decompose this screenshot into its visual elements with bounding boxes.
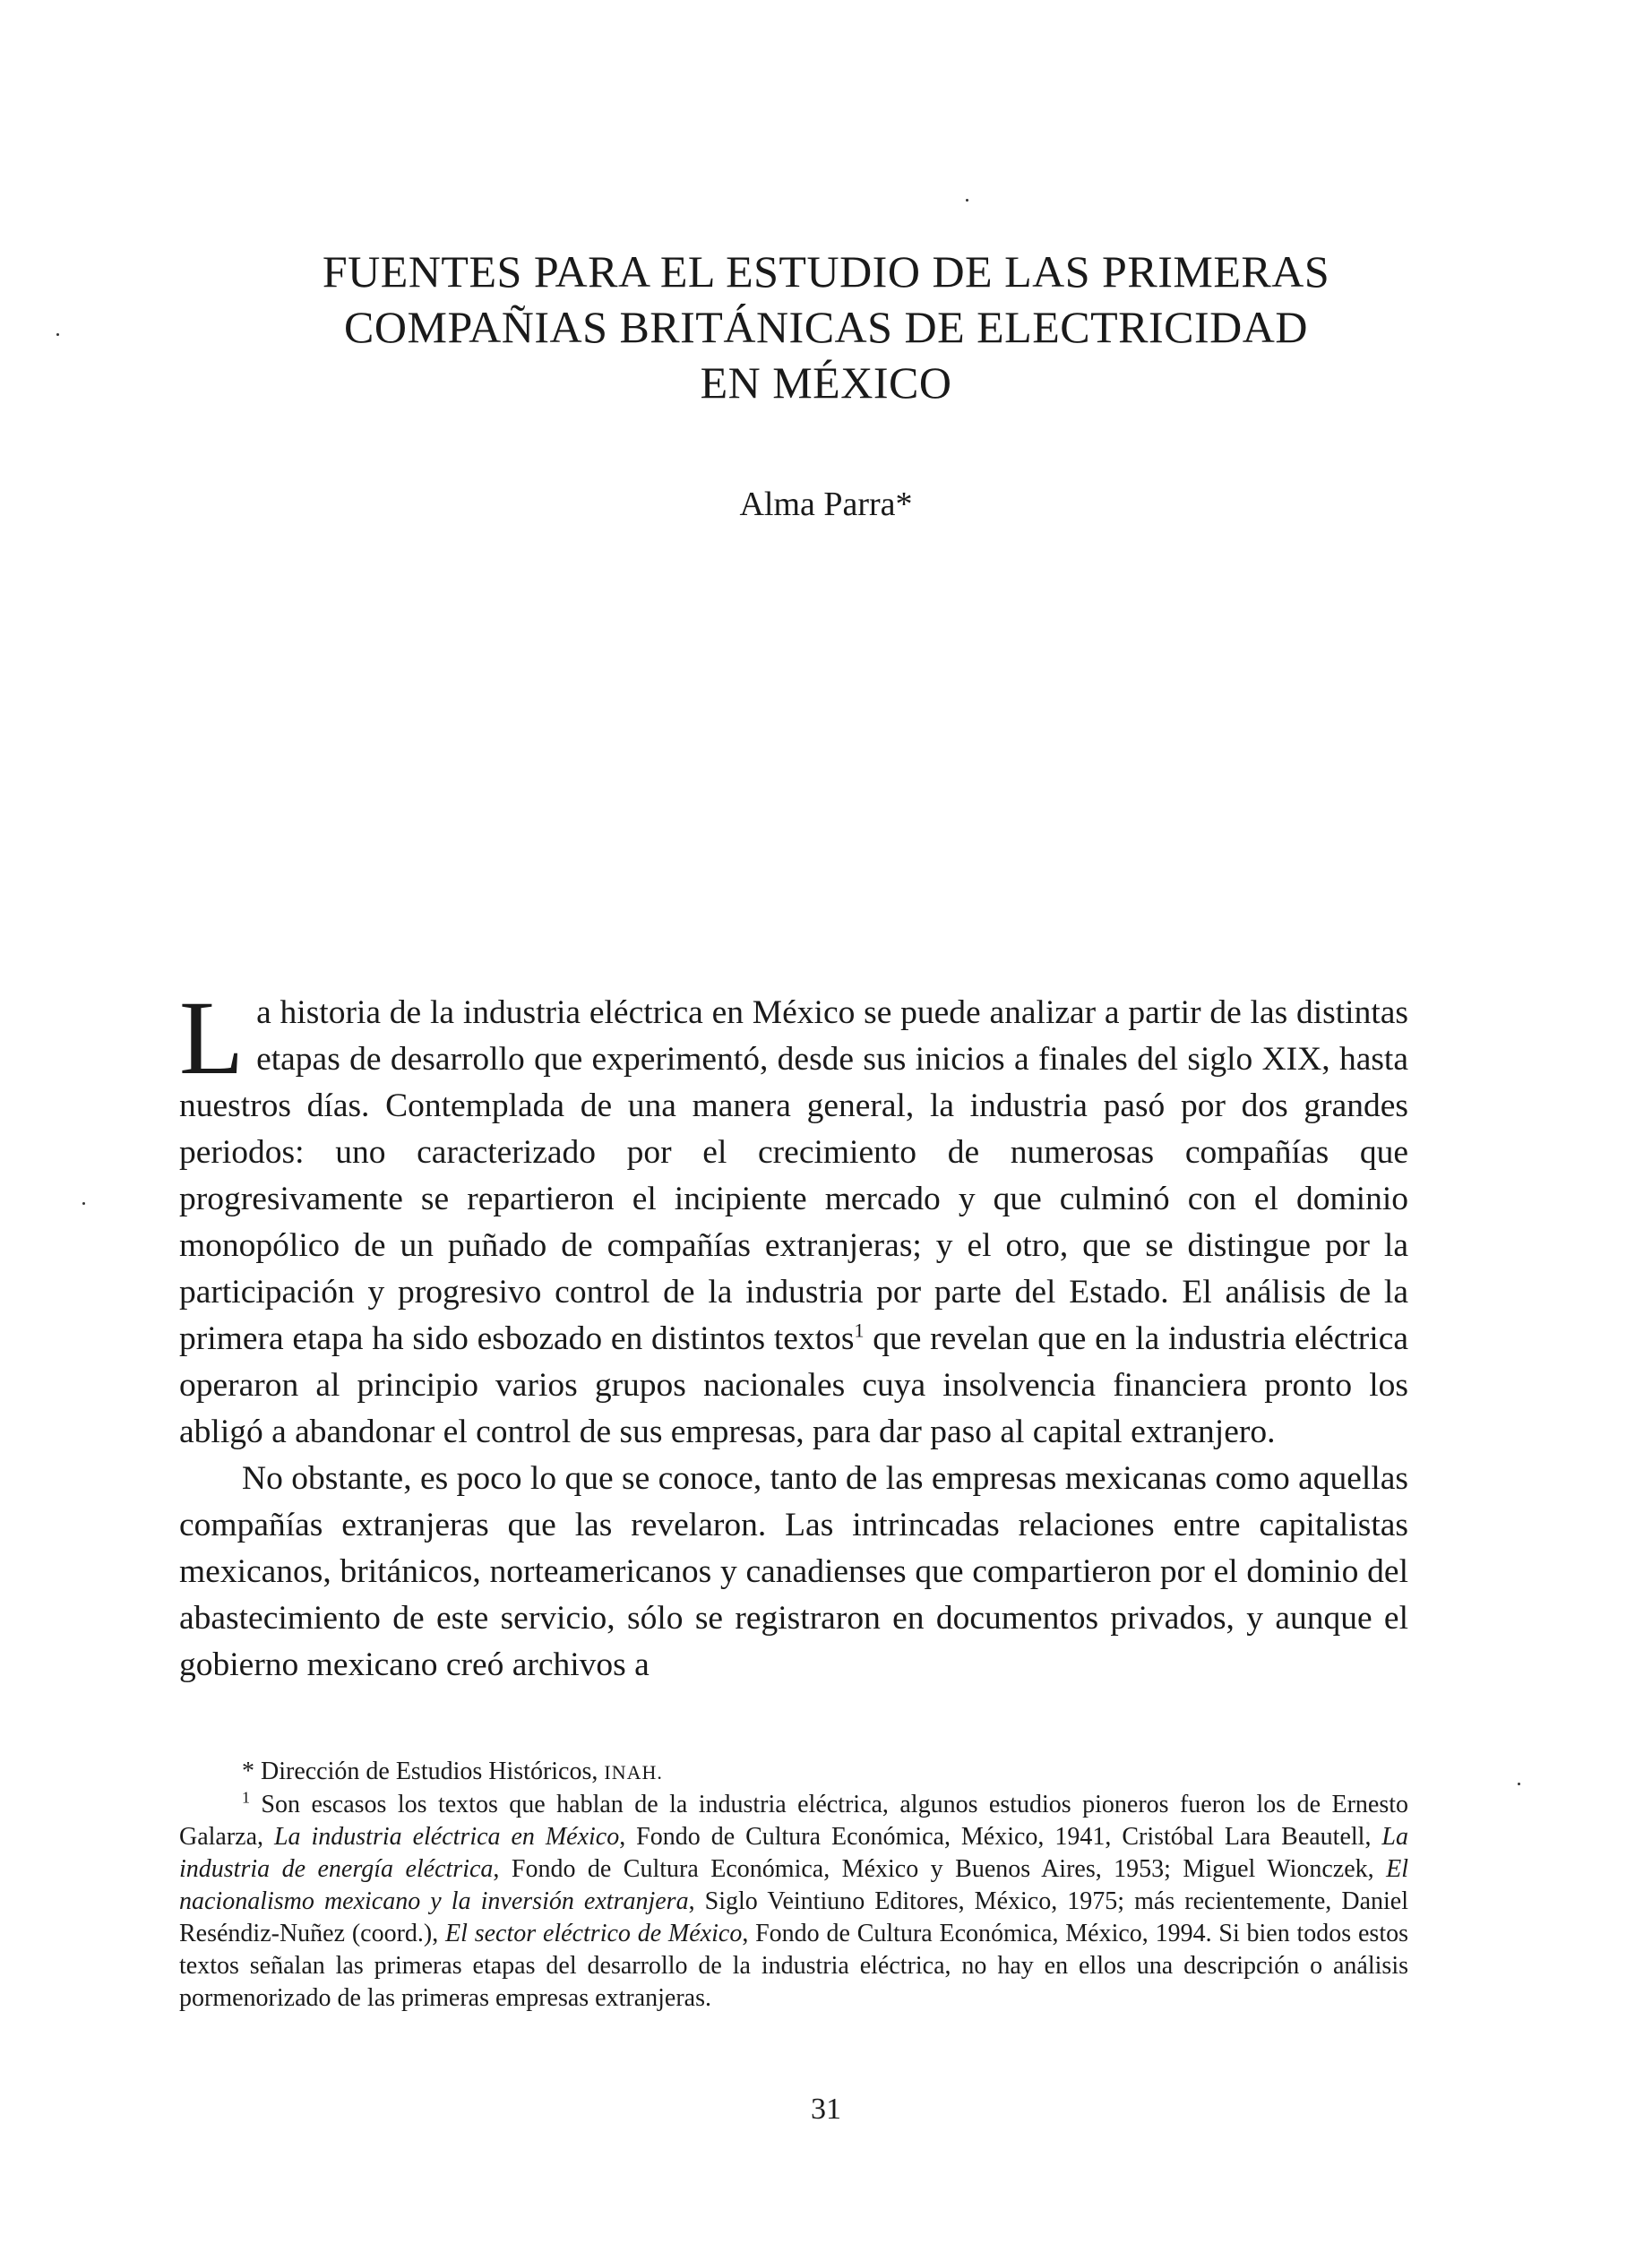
- footnote-1-text: , Fondo de Cultura Económica, México, 1994. Si bien todos estos textos señalan las primeras etapas del desarrollo de la industria eléctrica, no hay en ellos una descripción o análisis pormenorizado de las primeras empresas extranjeras.: [179, 1920, 1408, 2012]
- article-body: [179, 979, 1408, 1689]
- title-line-3: EN MÉXICO: [700, 357, 952, 408]
- footnote-1-text: , Fondo de Cultura Económica, México, 1941, Cristóbal Lara Beautell,: [619, 1823, 1382, 1851]
- footnote-1-citation: El nacionalismo mexicano y la inversión extranjera: [179, 1855, 1409, 1915]
- paragraph-1-text-a: a historia de la industria eléctrica en México se puede analizar a partir de las distintas etapas de desarrollo que experimentó, desde sus inicios a finales del siglo XIX, hasta nuestros días. Contemplada de una manera general, la industria pasó por dos grandes periodos: uno caracterizado por el crecimiento de numerosas compañías que progresivamente se repartieron el incipiente mercado y que culminó con el dominio monopólico de un puñado de compañías extranjeras; y el otro, que se distingue por la participación y progresivo control de la industria por parte del Estado. El análisis de la primera etapa ha sido esbozado en distintos textos: [179, 994, 1408, 1357]
- article-title: [179, 244, 1473, 410]
- footnote-affiliation-text: * Dirección de Estudios Históricos,: [242, 1758, 605, 1785]
- footnote-affiliation-institution: INAH.: [604, 1761, 663, 1784]
- footnote-1-citation: La industria de energía eléctrica: [179, 1823, 1408, 1883]
- title-line-1: FUENTES PARA EL ESTUDIO DE LAS PRIMERAS: [322, 246, 1330, 297]
- paragraph-1: [179, 979, 1408, 1456]
- footnote-1-text: , Fondo de Cultura Económica, México y Buenos Aires, 1953; Miguel Wionczek,: [493, 1855, 1387, 1883]
- title-line-2: COMPAÑIAS BRITÁNICAS DE ELECTRICIDAD: [344, 302, 1308, 352]
- footnote-1-citation: El sector eléctrico de México: [445, 1920, 743, 1947]
- footnote-1-mark: 1: [242, 1788, 250, 1807]
- author-name: Alma Parra*: [739, 486, 913, 523]
- paragraph-2: No obstante, es poco lo que se conoce, tanto de las empresas mexicanas como aquellas compañías extranjeras que las revelaron. Las intrincadas relaciones entre capitalistas mexicanos, británicos, norteamericanos y canadienses que compartieron por el dominio del abastecimiento de este servicio, sólo se registraron en documentos privados, y aunque el gobierno mexicano creó archivos a: [179, 1460, 1408, 1683]
- scan-speck: [966, 199, 968, 202]
- footnote-ref-1[interactable]: 1: [854, 1319, 865, 1342]
- footnotes: [179, 1756, 1408, 2015]
- footnote-affiliation: [179, 1756, 1408, 1789]
- scan-speck: [56, 333, 59, 336]
- page-number: 31: [811, 2093, 841, 2126]
- footnote-1-text: , Siglo Veintiuno Editores, México, 1975; más recientemente, Daniel Reséndiz-Nuñez (coord.),: [179, 1887, 1409, 1947]
- footnote-1-citation: La industria eléctrica en México: [273, 1823, 620, 1851]
- footnote-1: [179, 1789, 1408, 2015]
- paragraph-1-text-b: que revelan que en la industria eléctrica operaron al principio varios grupos nacionales cuya insolvencia financiera pronto los abligó a abandonar el control de sus empresas, para dar paso al capital extranjero.: [179, 1320, 1408, 1450]
- footnote-1-text: Son escasos los textos que hablan de la industria eléctrica, algunos estudios pioneros fueron los de Ernesto Galarza,: [179, 1791, 1408, 1851]
- scan-speck: [1518, 1783, 1520, 1785]
- scan-speck: [82, 1202, 85, 1205]
- drop-cap: L: [179, 979, 245, 1096]
